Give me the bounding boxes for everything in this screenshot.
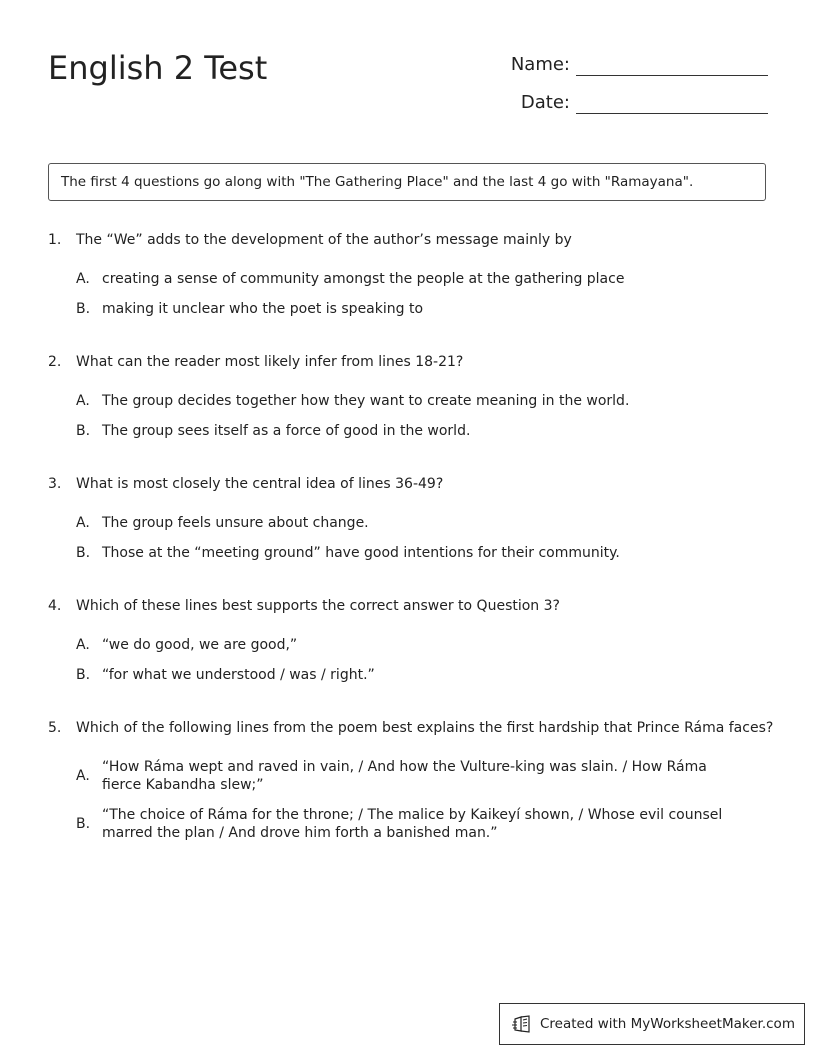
question-number: 3. xyxy=(48,476,62,492)
answer-option xyxy=(76,514,778,532)
name-label: Name: xyxy=(510,54,570,75)
option-letter: A. xyxy=(76,271,90,287)
question-list xyxy=(48,230,778,876)
answer-option xyxy=(76,544,778,562)
option-text: The group sees itself as a force of good in the world. xyxy=(102,423,471,439)
answer-option xyxy=(76,270,778,288)
option-text: “we do good, we are good,” xyxy=(102,637,298,653)
date-field xyxy=(500,92,768,114)
option-text: Those at the “meeting ground” have good intentions for their community. xyxy=(102,545,620,561)
worksheet-maker-logo-icon xyxy=(512,1013,534,1035)
option-text: “for what we understood / was / right.” xyxy=(102,667,375,683)
date-line xyxy=(576,93,768,114)
answer-option xyxy=(76,392,778,410)
answer-option xyxy=(76,666,778,684)
answer-option xyxy=(76,300,778,318)
question-text: The “We” adds to the development of the author’s message mainly by xyxy=(76,232,572,248)
option-text: creating a sense of community amongst the people at the gathering place xyxy=(102,271,625,287)
option-text: making it unclear who the poet is speaking to xyxy=(102,301,424,317)
option-text: “The choice of Ráma for the throne; / The malice by Kaikeyí shown, / Whose evil counsel marred the plan / And drove him forth a banished man.” xyxy=(102,807,723,841)
option-letter: B. xyxy=(76,423,91,439)
question-1 xyxy=(48,230,778,318)
page-title: English 2 Test xyxy=(48,49,268,87)
option-letter: B. xyxy=(76,301,91,317)
question-number: 5. xyxy=(48,720,62,736)
date-label: Date: xyxy=(520,92,570,113)
option-letter: B. xyxy=(76,667,91,683)
answer-option xyxy=(76,806,778,842)
option-letter: A. xyxy=(76,393,90,409)
footer-text: Created with MyWorksheetMaker.com xyxy=(540,1016,795,1032)
question-number: 2. xyxy=(48,354,62,370)
question-text: What is most closely the central idea of lines 36-49? xyxy=(76,476,444,492)
option-text: “How Ráma wept and raved in vain, / And how the Vulture-king was slain. / How Ráma fierce Kabandha slew;” xyxy=(102,759,707,793)
option-letter: A. xyxy=(76,515,90,531)
name-field xyxy=(500,54,768,76)
question-text: Which of the following lines from the poem best explains the first hardship that Prince Ráma faces? xyxy=(76,720,774,736)
question-2 xyxy=(48,352,778,440)
option-letter: A. xyxy=(76,768,90,784)
instructions-box: The first 4 questions go along with "The Gathering Place" and the last 4 go with "Ramayana". xyxy=(48,163,766,201)
option-letter: B. xyxy=(76,816,91,832)
option-letter: B. xyxy=(76,545,91,561)
option-text: The group feels unsure about change. xyxy=(102,515,369,531)
question-number: 4. xyxy=(48,598,62,614)
question-5 xyxy=(48,718,778,842)
option-letter: A. xyxy=(76,637,90,653)
answer-option xyxy=(76,636,778,654)
question-text: Which of these lines best supports the correct answer to Question 3? xyxy=(76,598,560,614)
option-text: The group decides together how they want to create meaning in the world. xyxy=(102,393,630,409)
question-4 xyxy=(48,596,778,684)
name-line xyxy=(576,55,768,76)
footer-credit xyxy=(499,1003,805,1045)
answer-option xyxy=(76,758,778,794)
question-number: 1. xyxy=(48,232,62,248)
question-text: What can the reader most likely infer from lines 18-21? xyxy=(76,354,464,370)
answer-option xyxy=(76,422,778,440)
question-3 xyxy=(48,474,778,562)
